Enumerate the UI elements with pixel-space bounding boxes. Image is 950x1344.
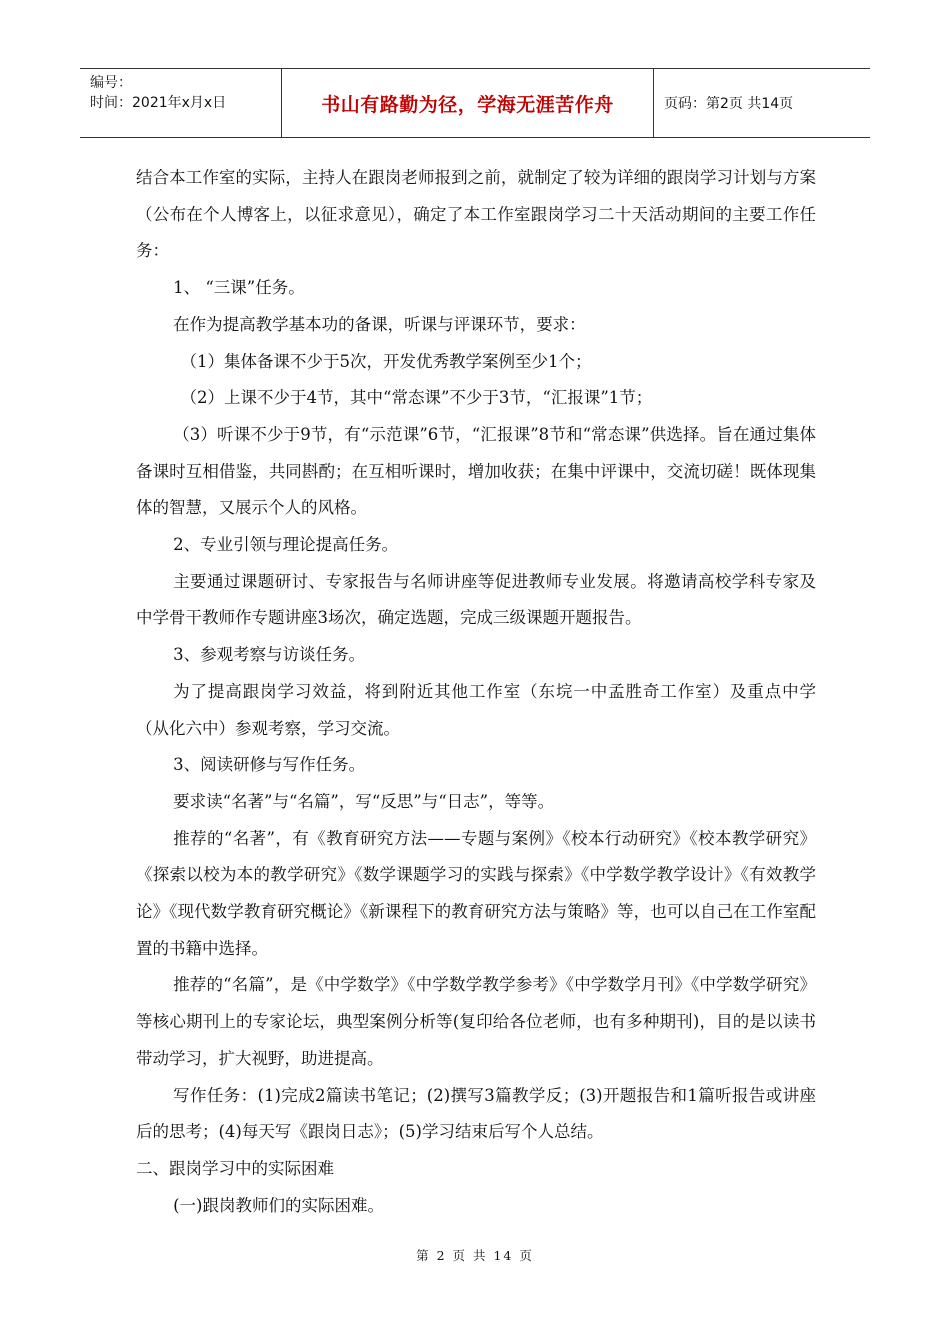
header-motto: 书山有路勤为径，学海无涯苦作舟	[282, 69, 654, 137]
section-heading: 3、阅读研修与写作任务。	[173, 755, 366, 775]
page-footer: 第 2 页 共 14 页	[416, 1248, 534, 1263]
sub-heading: (一)跟岗教师们的实际困难。	[173, 1195, 384, 1215]
paragraph: 推荐的“名篇”，是《中学数学》《中学数学教学参考》《中学数学月刊》《中学数学研究》等核心期刊上的专家论坛，典型案例分析等(复印给各位老师，也有多种期刊)，目的是以读书带动学习，扩大视野，助进提高。	[136, 975, 816, 1068]
section-heading: 2、专业引领与理论提高任务。	[173, 535, 399, 555]
header-time-label: 时间：2021年x月x日	[90, 95, 227, 111]
header-meta-cell	[80, 69, 282, 137]
document-header	[80, 68, 870, 138]
paragraph: 1、 “三课”任务。	[173, 278, 305, 298]
section-heading: 3、参观考察与访谈任务。	[173, 645, 366, 665]
chapter-heading: 二、跟岗学习中的实际困难	[136, 1158, 334, 1178]
list-item: （2）上课不少于4节，其中“常态课”不少于3节，“汇报课”1节；	[180, 388, 653, 408]
header-number-label: 编号：	[90, 75, 132, 91]
paragraph: 写作任务：(1)完成2篇读书笔记；(2)撰写3篇教学反；(3)开题报告和1篇听报告或讲座后的思考；(4)每天写《跟岗日志》；(5)学习结束后写个人总结。	[136, 1085, 816, 1142]
list-item: （3）听课不少于9节，有“示范课”6节，“汇报课”8节和“常态课”供选择。旨在通过集体备课时互相借鉴，共同斟酌；在互相听课时，增加收获；在集中评课中，交流切磋！既体现集体的智慧，又展示个人的风格。	[136, 424, 816, 518]
paragraph: 要求读“名著”与“名篇”，写“反思”与“日志”，等等。	[173, 791, 555, 811]
paragraph: 在作为提高教学基本功的备课，听课与评课环节，要求：	[173, 314, 586, 334]
header-page-info: 页码：第2页 共14页	[664, 96, 794, 112]
paragraph: 结合本工作室的实际，主持人在跟岗老师报到之前，就制定了较为详细的跟岗学习计划与方案（公布在个人博客上，以征求意见），确定了本工作室跟岗学习二十天活动期间的主要工作任务：	[136, 168, 816, 261]
paragraph: 推荐的“名著”，有《教育研究方法——专题与案例》《校本行动研究》《校本教学研究》《探索以校为本的教学研究》《数学课题学习的实践与探索》《中学数学教学设计》《有效教学论》《现代数学教育研究概论》《新课程下的教育研究方法与策略》等，也可以自己在工作室配置的书籍中选择。	[136, 828, 816, 958]
paragraph: 为了提高跟岗学习效益，将到附近其他工作室（东垸一中孟胜奇工作室）及重点中学（从化六中）参观考察，学习交流。	[136, 681, 816, 738]
document-body	[136, 160, 816, 1224]
list-item: （1）集体备课不少于5次，开发优秀教学案例至少1个；	[180, 351, 592, 371]
paragraph: 主要通过课题研讨、专家报告与名师讲座等促进教师专业发展。将邀请高校学科专家及中学骨干教师作专题讲座3场次，确定选题，完成三级课题开题报告。	[136, 571, 816, 628]
